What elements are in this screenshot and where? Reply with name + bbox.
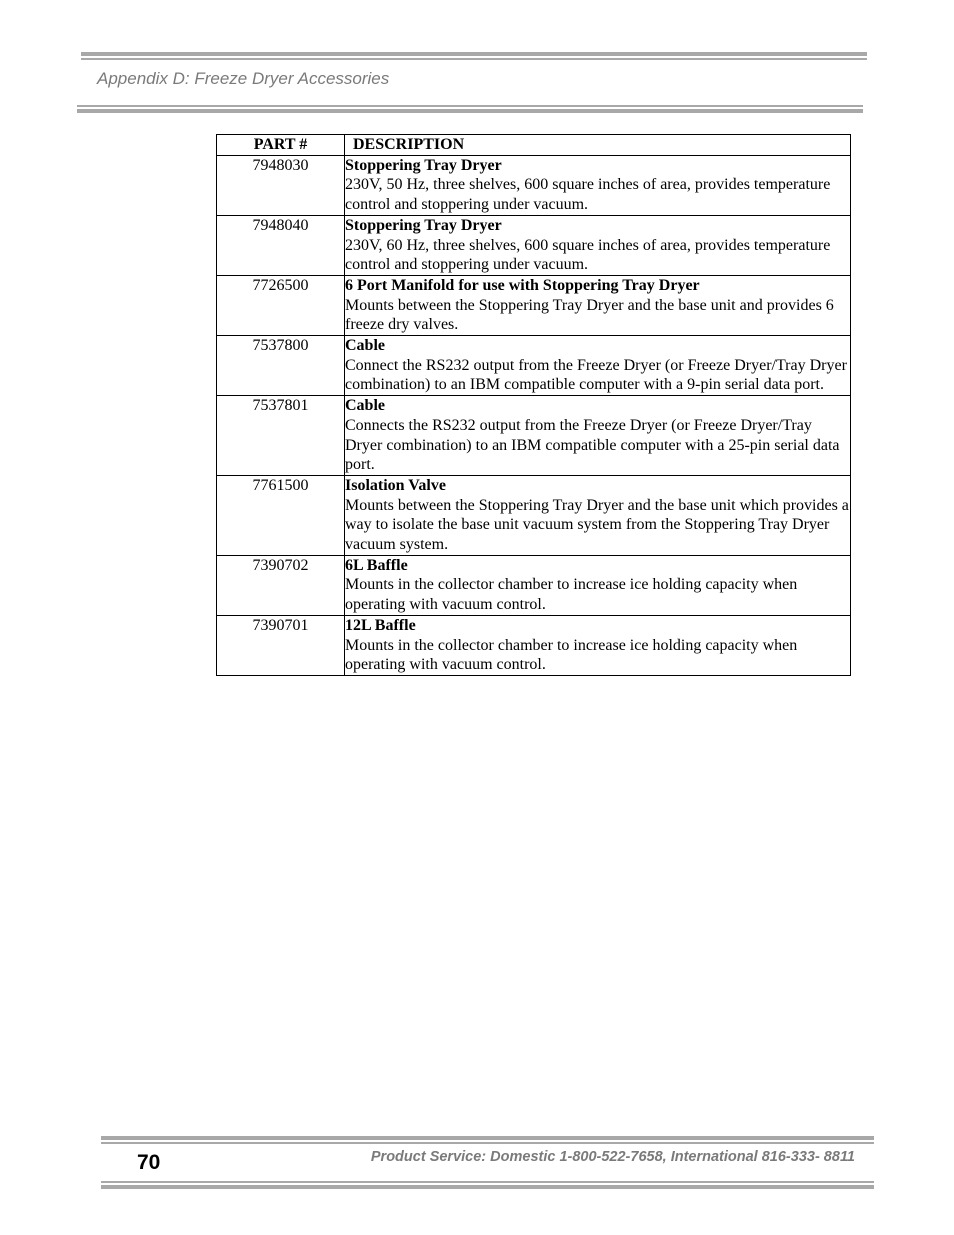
- description-cell: [345, 555, 851, 615]
- column-header-description: DESCRIPTION: [345, 135, 851, 156]
- product-service-contact: Product Service: Domestic 1-800-522-7658, International 816-333- 8811: [370, 1149, 855, 1165]
- description-cell: [345, 396, 851, 476]
- accessory-description: Mounts between the Stoppering Tray Dryer and the base unit and provides 6 freeze dry valves.: [345, 296, 834, 334]
- part-number-cell: 7948040: [217, 215, 345, 275]
- header-bottom-rule: [77, 109, 863, 113]
- accessories-table: [216, 134, 851, 676]
- part-number-cell: 7726500: [217, 275, 345, 335]
- accessory-name: Cable: [345, 397, 385, 415]
- accessory-description: Connect the RS232 output from the Freeze Dryer (or Freeze Dryer/Tray Dryer combination) to an IBM compatible computer with a 9-pin serial data port.: [345, 356, 847, 394]
- accessory-name: 12L Baffle: [345, 616, 416, 634]
- accessory-description: 230V, 60 Hz, three shelves, 600 square inches of area, provides temperature control and stoppering under vacuum.: [345, 236, 831, 274]
- table-row: [217, 475, 851, 555]
- accessory-name: Isolation Valve: [345, 476, 446, 494]
- part-number-cell: 7537801: [217, 396, 345, 476]
- accessory-name: 6 Port Manifold for use with Stoppering Tray Dryer: [345, 276, 700, 294]
- page-header-title: Appendix D: Freeze Dryer Accessories: [97, 69, 390, 88]
- page-number: 70: [137, 1151, 161, 1174]
- accessory-description: Mounts between the Stoppering Tray Dryer and the base unit which provides a way to isolate the base unit vacuum system from the Stoppering Tray Dryer vacuum system.: [345, 496, 849, 554]
- description-cell: [345, 275, 851, 335]
- table-row: [217, 615, 851, 675]
- footer-bottom-rule-thin: [101, 1181, 874, 1183]
- accessory-description: Connects the RS232 output from the Freeze Dryer (or Freeze Dryer/Tray Dryer combination) to an IBM compatible computer with a 25-pin serial data port.: [345, 416, 840, 474]
- table-row: [217, 336, 851, 396]
- accessory-description: Mounts in the collector chamber to increase ice holding capacity when operating with vacuum control.: [345, 636, 798, 674]
- description-cell: [345, 475, 851, 555]
- column-header-part: PART #: [217, 135, 345, 156]
- part-number-cell: 7390702: [217, 555, 345, 615]
- header-top-rule-thin: [81, 58, 867, 60]
- table-row: [217, 155, 851, 215]
- table-row: [217, 555, 851, 615]
- accessory-name: Stoppering Tray Dryer: [345, 216, 502, 234]
- accessory-description: Mounts in the collector chamber to increase ice holding capacity when operating with vacuum control.: [345, 576, 798, 614]
- part-number-cell: 7761500: [217, 475, 345, 555]
- part-number-cell: 7390701: [217, 615, 345, 675]
- description-cell: [345, 155, 851, 215]
- header-bottom-rule-thin: [77, 105, 863, 107]
- description-cell: [345, 215, 851, 275]
- accessory-name: 6L Baffle: [345, 556, 408, 574]
- footer-top-rule: [101, 1136, 874, 1140]
- table-row: [217, 275, 851, 335]
- part-number-cell: 7948030: [217, 155, 345, 215]
- description-cell: [345, 615, 851, 675]
- table-row: [217, 215, 851, 275]
- description-cell: [345, 336, 851, 396]
- accessory-description: 230V, 50 Hz, three shelves, 600 square inches of area, provides temperature control and stoppering under vacuum.: [345, 176, 831, 214]
- header-top-rule: [81, 52, 867, 56]
- accessory-name: Stoppering Tray Dryer: [345, 156, 502, 174]
- part-number-cell: 7537800: [217, 336, 345, 396]
- table-header-row: [217, 135, 851, 156]
- footer-bottom-rule: [101, 1185, 874, 1189]
- accessory-name: Cable: [345, 337, 385, 355]
- table-row: [217, 396, 851, 476]
- table-body: [217, 155, 851, 675]
- footer-top-rule-thin: [101, 1142, 874, 1144]
